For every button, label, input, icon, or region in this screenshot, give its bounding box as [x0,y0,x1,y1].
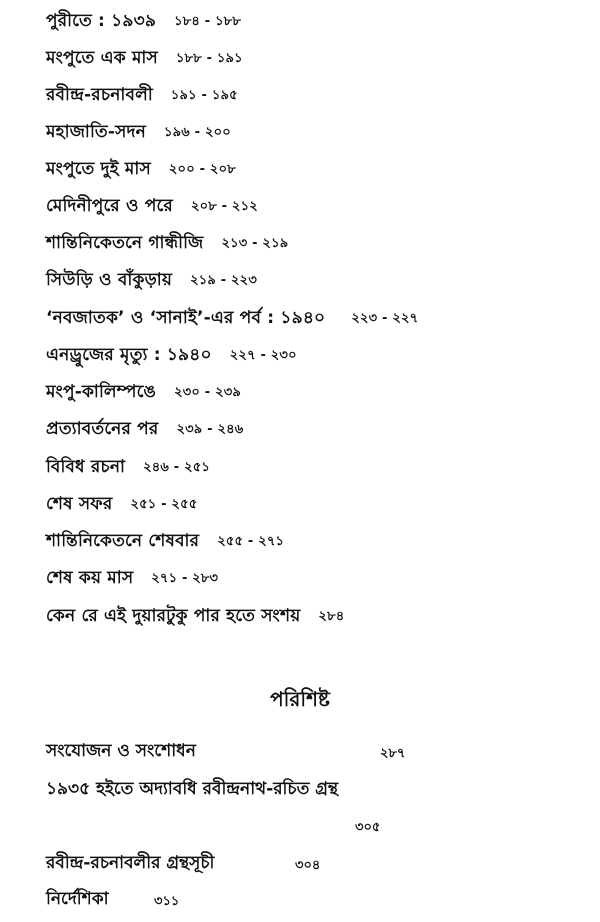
toc-entry [46,456,210,479]
toc-entry [46,158,236,181]
toc-entry-pages: ২৩৯ - ২৪৬ [176,422,244,437]
appendix-heading: পরিশিষ্ট [270,687,330,711]
toc-entry [46,605,344,628]
toc-entry [46,418,243,441]
toc-entry [46,269,257,292]
toc-entry [46,84,238,107]
appendix-entry-title: নির্দেশিকা [46,889,109,909]
toc-entry [46,10,241,33]
toc-entry [46,344,297,367]
toc-entry-title: মংপুতে এক মাস [46,48,158,68]
appendix-entry-page: ২৮৭ [380,746,406,761]
toc-entry-title: রবীন্দ্র-রচনাবলী [46,85,153,105]
toc-entry-pages: ২১৯ - ২২৩ [190,273,257,288]
toc-entry-pages: ২০০ - ২০৮ [168,162,236,177]
toc-entry [46,232,288,255]
toc-entry-pages: ২৪৬ - ২৫১ [143,460,211,475]
toc-entry [46,530,284,553]
toc-entry-title: কেন রে এই দুয়ারটুকু পার হতে সংশয় [46,606,301,626]
toc-entry-pages: ১৮৮ - ১৯১ [175,51,243,66]
toc-entry-title: সিউড়ি ও বাঁকুড়ায় [46,270,173,290]
toc-entry-pages: ২৩০ - ২৩৯ [174,385,242,400]
appendix-entry-page: ৩০৫ [355,820,381,835]
toc-entry-title: মংপু-কালিম্পঙে [46,382,157,402]
appendix-entry-title: সংযোজন ও সংশোধন [46,741,196,761]
toc-entry-pages: ২২৭ - ২৩০ [229,348,297,363]
toc-entry-title: প্রত্যাবর্তনের পর [46,419,159,439]
toc-entry [46,567,218,590]
toc-entry-title: মহাজাতি-সদন [46,122,147,142]
toc-entry [46,381,241,404]
toc-entry-pages: ২৫৫ - ২৭১ [217,534,285,549]
toc-entry-pages: ২৭১ - ২৮৩ [151,571,219,586]
appendix-entry-page: ৩০৪ [295,858,321,873]
toc-entry-pages: ১৯৬ - ২০০ [164,125,231,140]
toc-entry [46,307,418,330]
appendix-entry-title: ১৯৩৫ হইতে অদ্যাবধি রবীন্দ্রনাথ-রচিত গ্রন্থ [46,779,339,799]
toc-entry-title: ‘নবজাতক’ ও ‘সানাই’-এর পর্ব : ১৯৪০ [46,308,326,328]
appendix-entry-page: ৩১১ [154,894,180,909]
toc-entry [46,121,231,144]
toc-entry-title: পুরীতে : ১৯৩৯ [46,11,157,31]
toc-entry-title: শান্তিনিকেতনে শেষবার [46,531,200,551]
toc-entry-title: শান্তিনিকেতনে গান্ধীজি [46,233,204,253]
toc-entry-title: মংপুতে দুই মাস [46,159,151,179]
appendix-entry-title: রবীন্দ্র-রচনাবলীর গ্রন্থসূচী [46,853,215,873]
toc-entry [46,195,258,218]
toc-entry-title: বিবিধ রচনা [46,457,126,477]
toc-entry-title: এনড্রুজের মৃত্যু : ১৯৪০ [46,345,212,365]
toc-entry-title: শেষ কয় মাস [46,568,134,588]
toc-entry-pages: ১৮৪ - ১৮৮ [174,14,241,29]
toc-entry-pages: ২০৮ - ২১২ [190,199,258,214]
toc-entry-pages: ২২৩ - ২২৭ [351,311,419,326]
toc-entry-pages: ২৫১ - ২৫৫ [130,497,198,512]
toc-entry-pages: ২১৩ - ২১৯ [221,236,289,251]
toc-entry [46,47,243,70]
toc-entry-pages: ১৯১ - ১৯৫ [170,88,238,103]
toc-entry-pages: ২৮৪ [318,609,345,624]
toc-entry-title: মেদিনীপুরে ও পরে [46,196,173,216]
toc-entry [46,493,197,516]
toc-entry-title: শেষ সফর [46,494,113,514]
